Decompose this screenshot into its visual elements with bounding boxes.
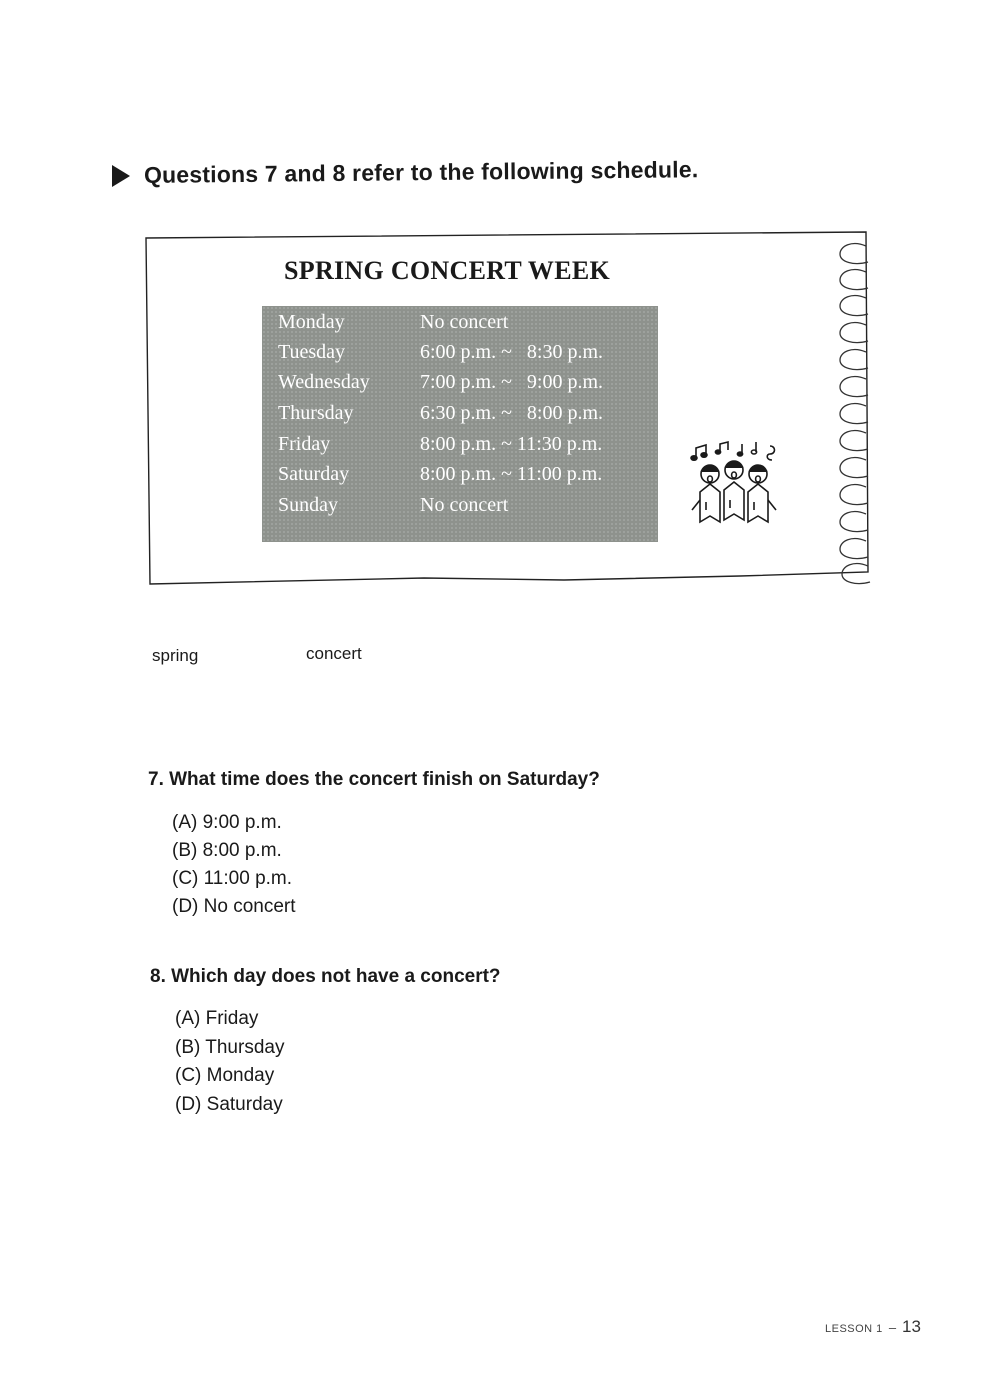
question-7: 7. What time does the concert finish on Saturday? [148,769,600,790]
schedule-row [262,399,658,429]
schedule-day: Saturday [278,463,350,485]
section-title: Questions 7 and 8 refer to the following schedule. [143,156,699,188]
vocab-word: concert [306,644,362,663]
schedule-notice [144,228,880,590]
schedule-row [262,338,658,368]
schedule-time: 8:00 p.m. ~ 11:00 p.m. [420,463,603,485]
answer-option[interactable]: (A) 9:00 p.m. [172,812,282,833]
answer-option[interactable]: (A) Friday [175,1008,259,1029]
schedule-time: 6:30 p.m. ~ 8:00 p.m. [420,402,604,424]
schedule-day: Sunday [278,494,338,516]
answer-option[interactable]: (B) Thursday [175,1037,285,1058]
play-arrow-icon [112,165,130,187]
schedule-table [262,306,658,542]
answer-option[interactable]: (D) No concert [172,896,296,917]
answer-option[interactable]: (D) Saturday [175,1094,283,1115]
schedule-day: Tuesday [278,341,346,363]
question-8: 8. Which day does not have a concert? [150,966,501,987]
answer-option[interactable]: (C) Monday [175,1065,275,1086]
schedule-title: SPRING CONCERT WEEK [284,256,611,285]
schedule-day: Thursday [278,402,354,424]
lesson-label: LESSON 1 [825,1323,883,1335]
schedule-day: Friday [278,433,331,455]
schedule-time: 7:00 p.m. ~ 9:00 p.m. [420,371,604,393]
answer-option[interactable]: (C) 11:00 p.m. [172,868,293,889]
schedule-time: No concert [420,311,509,333]
vocab-word: spring [152,646,199,665]
schedule-row [262,430,658,460]
schedule-day: Wednesday [278,371,370,393]
schedule-time: No concert [420,494,509,516]
section-header [112,156,699,189]
schedule-day: Monday [278,311,345,333]
choir-singers-icon [690,440,782,536]
schedule-row [262,460,658,490]
page-number: 13 [902,1317,921,1336]
schedule-time: 6:00 p.m. ~ 8:30 p.m. [420,341,604,363]
schedule-time: 8:00 p.m. ~ 11:30 p.m. [420,433,603,455]
schedule-row [262,368,658,398]
schedule-row [262,308,658,338]
footer-separator: – [888,1320,897,1335]
schedule-row [262,491,658,521]
answer-option[interactable]: (B) 8:00 p.m. [172,840,282,861]
page-footer [825,1317,921,1337]
